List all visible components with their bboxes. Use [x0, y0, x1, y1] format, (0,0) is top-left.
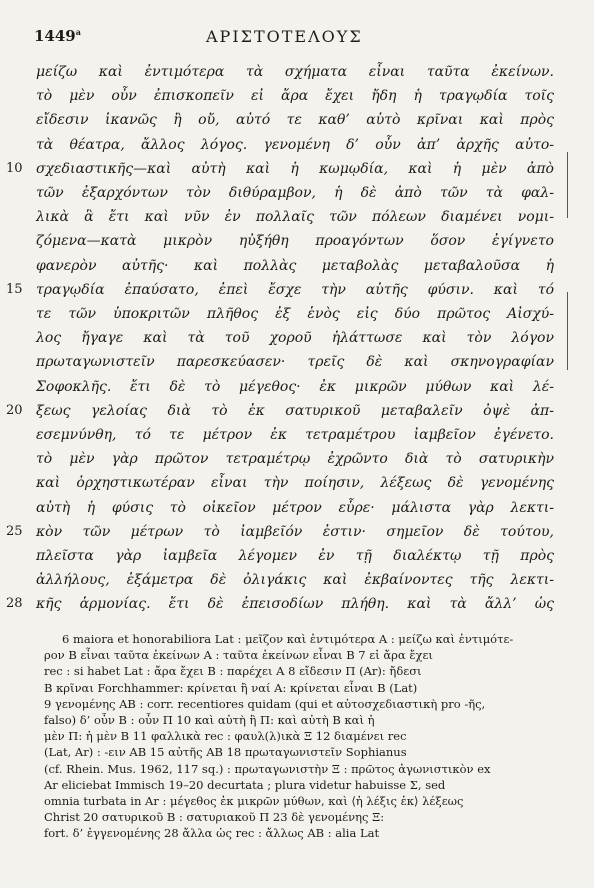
line-text: λικὰ ἃ ἔτι καὶ νῦν ἐν πολλαῖς τῶν πόλεων διαμένει νομι- [36, 209, 554, 226]
line-text: τραγῳδία ἐπαύσατο, ἐπεὶ ἔσχε τὴν αὑτῆς φύσιν. καὶ τό [36, 281, 554, 298]
apparatus-line: B κρῖναι Forchhammer: κρίνεται ἢ ναί A: κρίνεται εἶναι B (Lat) [44, 680, 418, 695]
line-text: εἴδεσιν ἱκανῶς ἢ οὔ, αὐτό τε καθ’ αὑτὸ κρῖναι καὶ πρὸς [36, 112, 554, 129]
text-line [36, 352, 554, 372]
text-line [36, 546, 554, 566]
text-line [36, 110, 554, 130]
line-text: ἀλλήλους, ἑξάμετρα δὲ ὀλιγάκις καὶ ἐκβαίνοντες τῆς λεκτι- [36, 572, 554, 589]
text-line [6, 522, 554, 542]
line-text: τε τῶν ὑποκριτῶν πλῆθος ἐξ ἑνὸς εἰς δύο πρῶτος Αἰσχύ- [36, 306, 554, 322]
text-line [36, 135, 554, 155]
apparatus-line: 6 maiora et honorabiliora Lat : μεῖζον καὶ ἐντιμότερα A : μείζω καὶ ἐντιμότε- [62, 632, 514, 646]
line-text: καὶ ὀρχηστικωτέραν εἶναι τὴν ποίησιν, λέξεως δὲ γενομένης [36, 475, 554, 492]
margin-rule [567, 292, 568, 370]
line-text: κὸν τῶν μέτρων τὸ ἰαμβεῖόν ἐστιν· σημεῖον δὲ τούτου, [36, 523, 554, 540]
text-line [36, 570, 554, 590]
apparatus-line: falso) δ’ οὖν B : οὖν Π 10 καὶ αὐτὴ ἢ Π: καὶ αὐτὴ B καὶ ἡ [44, 713, 375, 727]
apparatus-line: fort. δ’ ἐγγενομένης 28 ἄλλα ὡς rec : ἄλλως AB : alia Lat [44, 826, 380, 841]
running-title: ΑΡΙΣΤΟΤΕΛΟΥΣ [206, 27, 363, 46]
line-text: φανερὸν αὐτῆς· καὶ πολλὰς μεταβολὰς μεταβαλοῦσα ἡ [36, 257, 554, 274]
line-number: 10 [6, 160, 23, 176]
line-text: τὰ θέατρα, ἄλλος λόγος. γενομένη δ’ οὖν ἀπ’ ἀρχῆς αὐτο- [36, 136, 554, 153]
line-text: ξεως γελοίας διὰ τὸ ἐκ σατυρικοῦ μεταβαλεῖν ὀψὲ ἀπ- [36, 402, 554, 419]
text-line [6, 280, 554, 300]
text-line [36, 86, 554, 106]
line-text: πλεῖστα γὰρ ἰαμβεῖα λέγομεν ἐν τῇ διαλέκτῳ τῇ πρὸς [36, 548, 554, 564]
page-number: 1449$^a$ [34, 27, 81, 45]
apparatus-line: omnia turbata in Ar : μέγεθος ἐκ μικρῶν μύθων, καὶ ⟨ἡ λέξις ἐκ⟩ λέξεως [44, 794, 464, 808]
line-text: κῆς ἁρμονίας. ἔτι δὲ ἐπεισοδίων πλήθη. καὶ τὰ ἄλλ’ ὡς [36, 596, 554, 613]
line-text: τὸ μὲν γὰρ πρῶτον τετραμέτρῳ ἐχρῶντο διὰ τὸ σατυρικὴν [36, 451, 554, 468]
text-line [6, 401, 554, 421]
line-number: 28 [6, 596, 23, 612]
text-line [36, 256, 554, 276]
apparatus-line: 9 γενομένης AB : corr. recentiores quidam (qui et αὐτοσχεδιαστικὴ pro -ῆς, [44, 696, 486, 711]
line-text: αὐτὴ ἡ φύσις τὸ οἰκεῖον μέτρον εὗρε· μάλιστα γὰρ λεκτι- [36, 499, 554, 516]
apparatus-line: Ar eliciebat Immisch 19–20 decurtata ; plura videtur habuisse Σ, sed [44, 777, 446, 792]
text-line [6, 594, 554, 614]
text-line [36, 377, 554, 397]
apparatus-line: ρον B εἶναι ταῦτα ἐκείνων A : ταῦτα ἐκείνων εἶναι B 7 εἰ ἄρα ἔχει [44, 648, 433, 663]
line-text: τὸ μὲν οὖν ἐπισκοπεῖν εἰ ἄρα ἔχει ἤδη ἡ τραγῳδία τοῖς [36, 88, 554, 105]
line-text: ζόμενα—κατὰ μικρὸν ηὐξήθη προαγόντων ὅσον ἐγίγνετο [36, 233, 554, 250]
apparatus-line: Christ 20 σατυρικοῦ B : σατυριακοῦ Π 23 δὲ γενομένης Ξ: [44, 810, 385, 825]
line-number: 25 [6, 523, 23, 539]
apparatus-line: (Lat, Ar) : -ειν AB 15 αὐτῆς AB 18 πρωταγωνιστεῖν Sophianus [44, 745, 407, 760]
text-line [36, 449, 554, 469]
text-line [36, 328, 554, 348]
apparatus-line: μὲν Π: ἡ μὲν B 11 φαλλικὰ rec : φαυλ(λ)ικὰ Ξ 12 διαμένει rec [44, 729, 407, 744]
line-text: Σοφοκλῆς. ἔτι δὲ τὸ μέγεθος· ἐκ μικρῶν μύθων καὶ λέ- [36, 378, 554, 395]
line-text: σχεδιαστικῆς—καὶ αὐτὴ καὶ ἡ κωμῳδία, καὶ ἡ μὲν ἀπὸ [36, 160, 554, 177]
line-number: 15 [6, 281, 23, 297]
line-text: εσεμνύνθη, τό τε μέτρον ἐκ τετραμέτρου ἰαμβεῖον ἐγένετο. [36, 427, 554, 443]
line-text: μείζω καὶ ἐντιμότερα τὰ σχήματα εἶναι ταῦτα ἐκείνων. [36, 64, 554, 80]
apparatus-line: rec : si habet Lat : ἄρα ἔχει B : παρέχει A 8 εἴδεσιν Π (Ar): ἤδεσι [44, 664, 422, 679]
line-number: 20 [6, 402, 23, 418]
text-line [36, 62, 554, 82]
apparatus-line: (cf. Rhein. Mus. 1962, 117 sq.) : πρωταγωνιστὴν Ξ : πρῶτος ἀγωνιστικὸν ex [44, 761, 491, 776]
line-text: τῶν ἐξαρχόντων τὸν διθύραμβον, ἡ δὲ ἀπὸ τῶν τὰ φαλ- [36, 185, 554, 201]
text-line [36, 425, 554, 445]
text-line [36, 183, 554, 203]
line-text: λος ἤγαγε καὶ τὰ τοῦ χοροῦ ἠλάττωσε καὶ τὸν λόγον [36, 330, 554, 347]
text-line [36, 207, 554, 227]
text-line [36, 231, 554, 251]
text-line [36, 498, 554, 518]
margin-rule [567, 152, 568, 218]
text-line [6, 159, 554, 179]
text-line [36, 304, 554, 324]
line-text: πρωταγωνιστεῖν παρεσκεύασεν· τρεῖς δὲ καὶ σκηνογραφίαν [36, 354, 554, 371]
text-line [36, 473, 554, 493]
